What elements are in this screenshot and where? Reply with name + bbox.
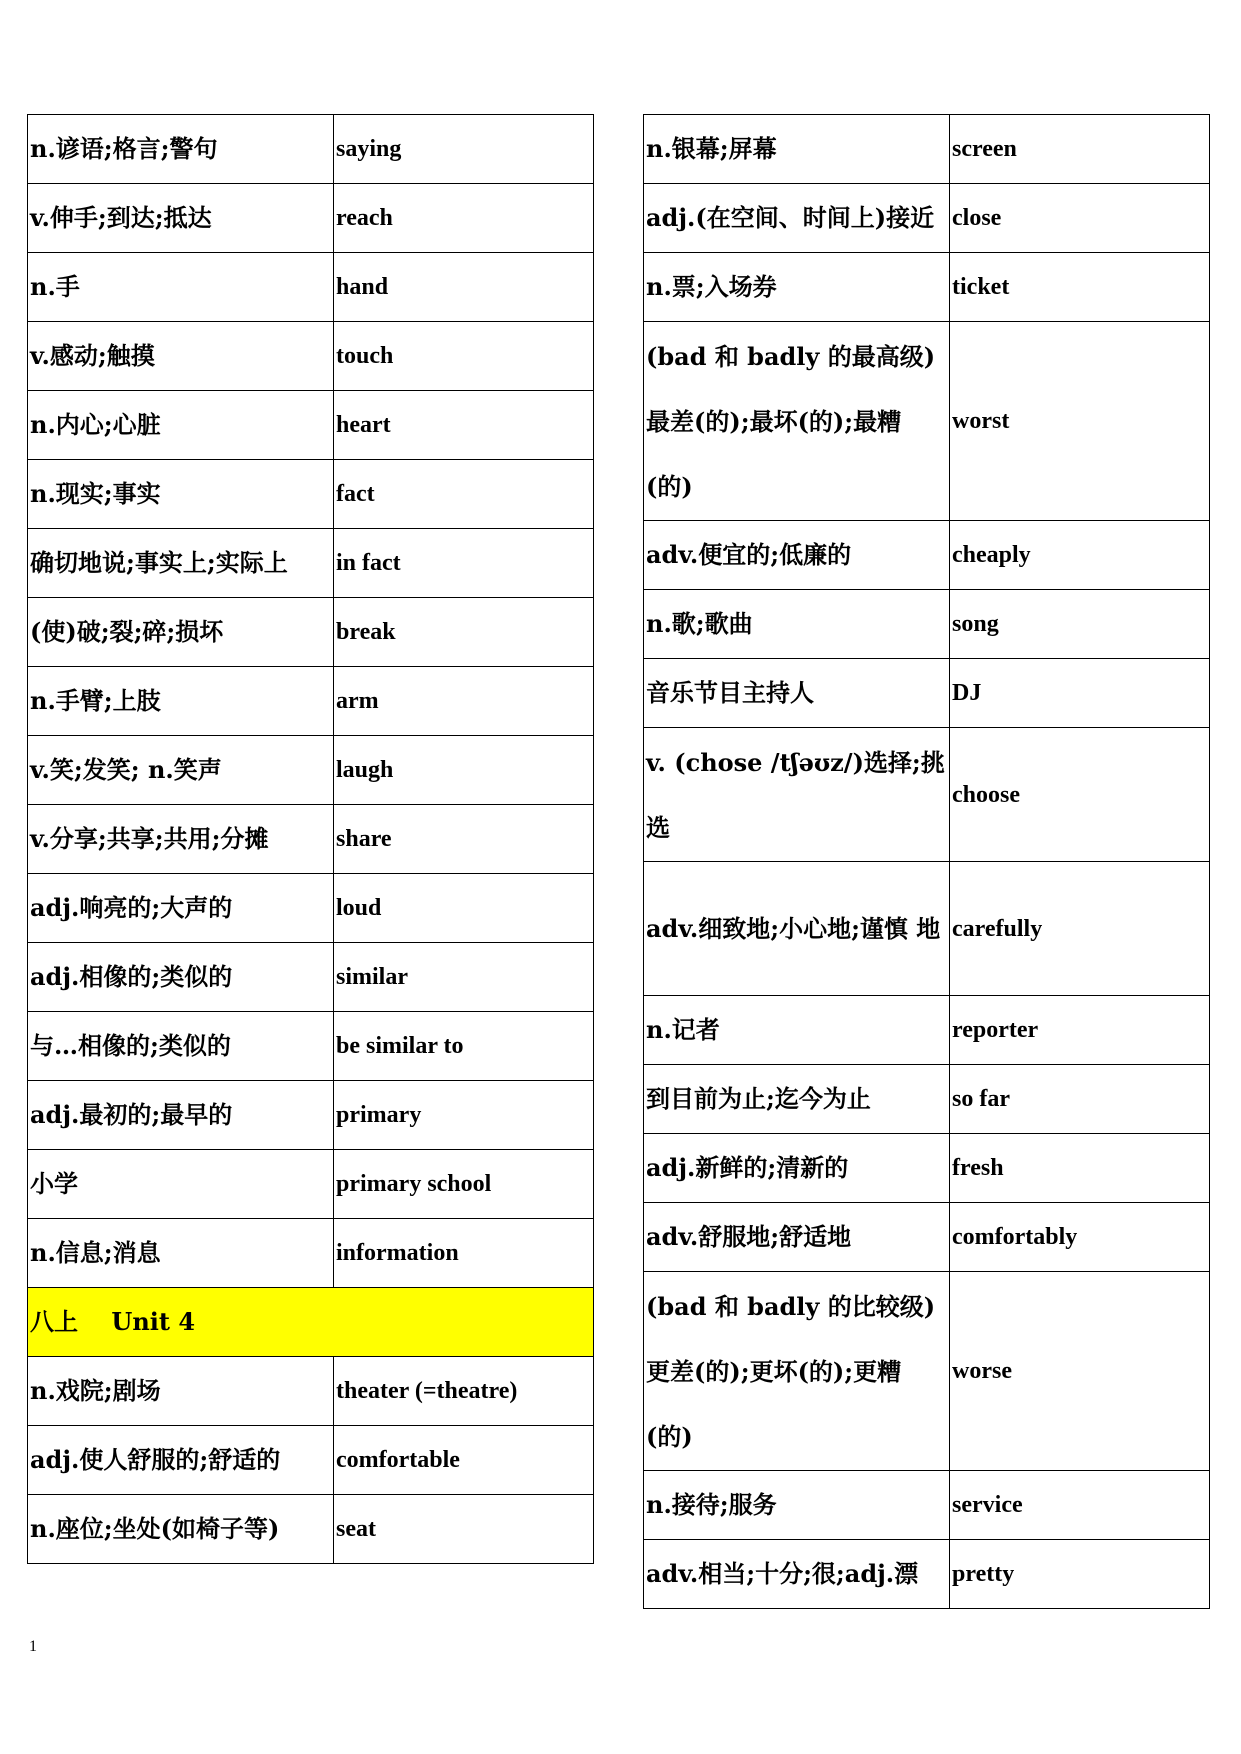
english-word: touch [334,322,594,391]
table-row [28,391,594,460]
chinese-meaning: n.手 [28,253,334,322]
table-row [644,1540,1210,1609]
chinese-meaning: (bad 和 badly 的比较级) 更差(的);更坏(的);更糟 (的) [644,1272,950,1471]
english-word: so far [950,1065,1210,1134]
chinese-meaning: adj.(在空间、时间上)接近 [644,184,950,253]
table-row [28,1426,594,1495]
english-word: primary [334,1081,594,1150]
chinese-meaning: n.银幕;屏幕 [644,115,950,184]
english-word: pretty [950,1540,1210,1609]
chinese-meaning: 确切地说;事实上;实际上 [28,529,334,598]
english-word: heart [334,391,594,460]
table-row [28,1150,594,1219]
english-word: comfortably [950,1203,1210,1272]
chinese-meaning: adj.响亮的;大声的 [28,874,334,943]
english-word: laugh [334,736,594,805]
chinese-meaning: n.记者 [644,996,950,1065]
chinese-meaning: adv.相当;十分;很;adj.漂 [644,1540,950,1609]
english-word: primary school [334,1150,594,1219]
table-row [28,322,594,391]
table-row [28,184,594,253]
chinese-meaning: n.谚语;格言;警句 [28,115,334,184]
english-word: fresh [950,1134,1210,1203]
english-word: fact [334,460,594,529]
chinese-meaning: adj.最初的;最早的 [28,1081,334,1150]
chinese-meaning: adv.细致地;小心地;谨慎 地 [644,862,950,996]
english-word: cheaply [950,521,1210,590]
chinese-meaning: (使)破;裂;碎;损坏 [28,598,334,667]
chinese-meaning: adv.舒服地;舒适地 [644,1203,950,1272]
chinese-meaning: 音乐节目主持人 [644,659,950,728]
page-number: 1 [29,1638,37,1655]
chinese-meaning: n.戏院;剧场 [28,1357,334,1426]
chinese-meaning: v.伸手;到达;抵达 [28,184,334,253]
chinese-meaning: adj.使人舒服的;舒适的 [28,1426,334,1495]
english-word: saying [334,115,594,184]
vocabulary-table-left [27,114,594,1564]
chinese-meaning: v.分享;共享;共用;分摊 [28,805,334,874]
chinese-meaning: n.信息;消息 [28,1219,334,1288]
chinese-meaning: n.歌;歌曲 [644,590,950,659]
chinese-meaning: adv.便宜的;低廉的 [644,521,950,590]
table-row [28,598,594,667]
table-row [644,521,1210,590]
table-row [28,1495,594,1564]
chinese-meaning: n.手臂;上肢 [28,667,334,736]
chinese-meaning: v.感动;触摸 [28,322,334,391]
chinese-meaning: adj.相像的;类似的 [28,943,334,1012]
table-row [28,874,594,943]
english-word: service [950,1471,1210,1540]
table-row [28,1219,594,1288]
chinese-meaning: 与…相像的;类似的 [28,1012,334,1081]
english-word: reach [334,184,594,253]
section-heading-row [28,1288,594,1357]
table-row [28,115,594,184]
table-row [28,805,594,874]
table-row [644,728,1210,862]
table-row [644,1203,1210,1272]
english-word: ticket [950,253,1210,322]
chinese-meaning: n.座位;坐处(如椅子等) [28,1495,334,1564]
english-word: arm [334,667,594,736]
english-word: theater (=theatre) [334,1357,594,1426]
table-row [644,1065,1210,1134]
chinese-meaning: 到目前为止;迄今为止 [644,1065,950,1134]
english-word: close [950,184,1210,253]
table-row [28,943,594,1012]
english-word: worse [950,1272,1210,1471]
chinese-meaning: 小学 [28,1150,334,1219]
english-word: reporter [950,996,1210,1065]
english-word: loud [334,874,594,943]
table-row [28,253,594,322]
table-row [28,736,594,805]
table-row [28,1012,594,1081]
chinese-meaning: n.内心;心脏 [28,391,334,460]
chinese-meaning: n.接待;服务 [644,1471,950,1540]
english-word: be similar to [334,1012,594,1081]
vocabulary-table-right [643,114,1210,1609]
table-row [644,1471,1210,1540]
section-heading: 八上 Unit 4 [28,1288,594,1357]
table-row [28,1081,594,1150]
chinese-meaning: adj.新鲜的;清新的 [644,1134,950,1203]
chinese-meaning: n.票;入场券 [644,253,950,322]
table-row [644,1272,1210,1471]
table-row [644,996,1210,1065]
table-row [644,1134,1210,1203]
chinese-meaning: v.笑;发笑; n.笑声 [28,736,334,805]
table-row [28,1357,594,1426]
table-row [644,590,1210,659]
chinese-meaning: n.现实;事实 [28,460,334,529]
english-word: information [334,1219,594,1288]
english-word: share [334,805,594,874]
english-word: DJ [950,659,1210,728]
english-word: in fact [334,529,594,598]
table-row [28,529,594,598]
chinese-meaning: v. (chose /tʃəʊz/)选择;挑 选 [644,728,950,862]
table-row [644,862,1210,996]
chinese-meaning: (bad 和 badly 的最高级) 最差(的);最坏(的);最糟 (的) [644,322,950,521]
english-word: worst [950,322,1210,521]
english-word: screen [950,115,1210,184]
english-word: comfortable [334,1426,594,1495]
english-word: seat [334,1495,594,1564]
table-row [644,184,1210,253]
english-word: hand [334,253,594,322]
table-row [644,115,1210,184]
english-word: carefully [950,862,1210,996]
english-word: similar [334,943,594,1012]
table-row [28,460,594,529]
english-word: song [950,590,1210,659]
table-row [644,322,1210,521]
table-row [644,253,1210,322]
english-word: break [334,598,594,667]
table-row [644,659,1210,728]
english-word: choose [950,728,1210,862]
table-row [28,667,594,736]
